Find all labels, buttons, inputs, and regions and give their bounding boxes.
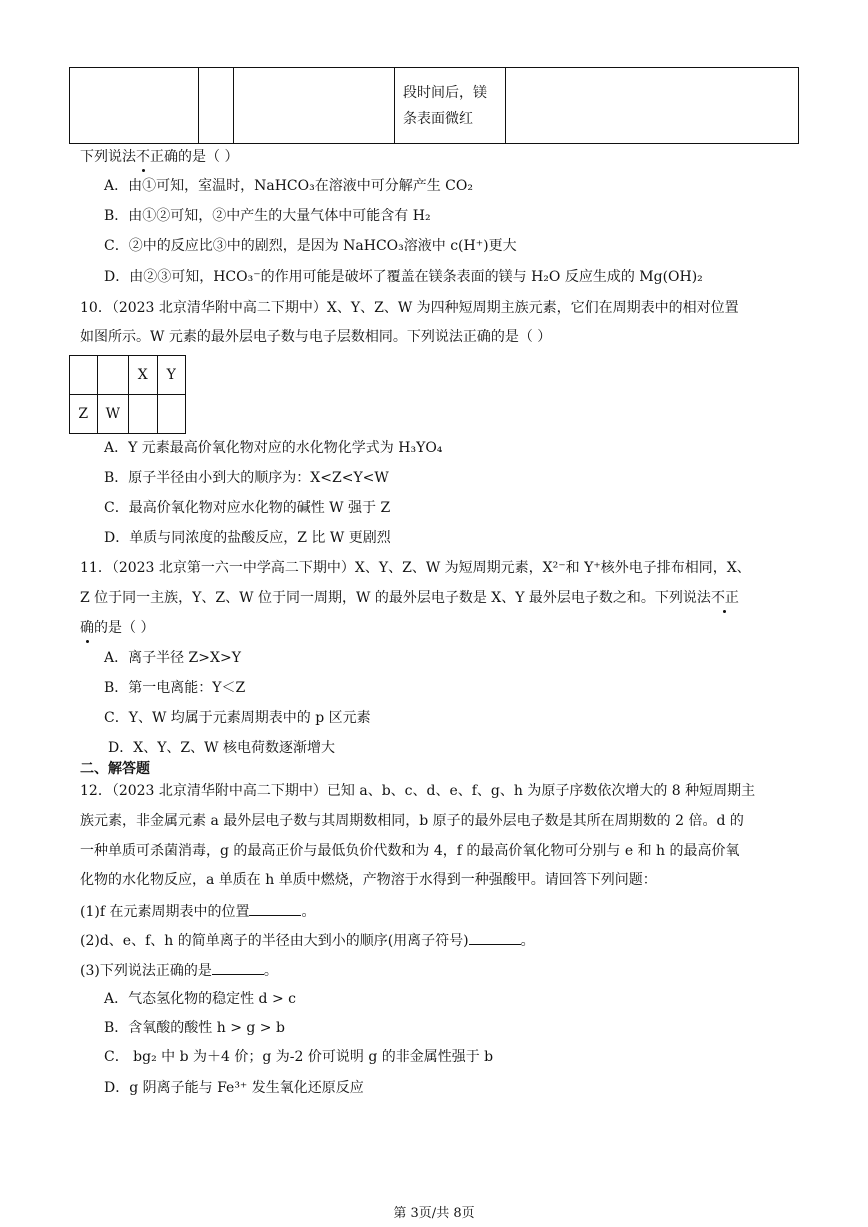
emphasis-dot-text: 不正 <box>710 590 739 606</box>
q12-sub2-text: 。 <box>520 933 535 949</box>
q9-option-a: A．由①可知，室温时，NaHCO₃在溶液中可分解产生 CO₂ <box>104 178 473 194</box>
q12-sub3-text: (3)下列说法正确的是 <box>80 963 212 979</box>
q11-option-b: B．第一电离能：Y＜Z <box>104 680 246 696</box>
table-cell <box>199 68 234 144</box>
q12-option-a: A．气态氢化物的稳定性 d > c <box>104 991 296 1007</box>
table-cell-line: 段时间后，镁 <box>403 84 487 101</box>
table-cell <box>70 68 199 144</box>
table-cell <box>506 68 799 144</box>
q10-option-d: D．单质与同浓度的盐酸反应，Z 比 W 更剧烈 <box>104 530 391 546</box>
q12-stem-line3: 一种单质可杀菌消毒，g 的最高正价与最低负价代数和为 4，f 的最高价氧化物可分别与 e 和 h 的最高价氧 <box>80 843 740 859</box>
q12-option-b: B．含氧酸的酸性 h > g > b <box>104 1020 285 1036</box>
grid-cell-x: X <box>129 356 157 395</box>
q11-stem-text: 的是（ ） <box>94 620 155 636</box>
q9-option-d: D．由②③可知，HCO₃⁻的作用可能是破坏了覆盖在镁条表面的镁与 H₂O 反应生成的 Mg(OH)₂ <box>104 269 703 285</box>
q9-option-b: B．由①②可知，②中产生的大量气体中可能含有 H₂ <box>104 208 431 224</box>
q10-stem-line1: 10．（2023 北京清华附中高二下期中）X、Y、Z、W 为四种短周期主族元素，它们在周期表中的相对位置 <box>80 300 739 316</box>
q12-sub1 <box>80 901 315 921</box>
grid-cell <box>157 395 186 434</box>
q11-stem-line2 <box>80 589 739 607</box>
q10-option-c: C．最高价氧化物对应水化物的碱性 W 强于 Z <box>104 500 391 516</box>
grid-cell <box>129 395 157 434</box>
q12-stem-line1: 12．（2023 北京清华附中高二下期中）已知 a、b、c、d、e、f、g、h 为原子序数依次增大的 8 种短周期主 <box>80 783 756 799</box>
experiment-table-fragment <box>69 67 799 144</box>
q9-option-c: C．②中的反应比③中的剧烈，是因为 NaHCO₃溶液中 c(H⁺)更大 <box>104 238 517 254</box>
q11-option-d: D．X、Y、Z、W 核电荷数逐渐增大 <box>108 740 336 756</box>
q12-option-c: C． bg₂ 中 b 为＋4 价；g 为-2 价可说明 g 的非金属性强于 b <box>104 1049 494 1065</box>
answer-blank[interactable] <box>469 930 521 945</box>
answer-blank[interactable] <box>212 960 264 975</box>
q12-sub3 <box>80 960 278 980</box>
table-cell-line: 条表面微红 <box>403 110 473 127</box>
q11-stem-line1: 11．（2023 北京第一六一中学高二下期中）X、Y、Z、W 为短周期元素，X²⁻和 Y⁺核外电子排布相同，X、 <box>80 560 751 576</box>
q12-stem-line4: 化物的水化物反应，a 单质在 h 单质中燃烧，产物溶于水得到一种强酸甲。请回答下列问题： <box>80 872 657 888</box>
answer-blank[interactable] <box>249 901 301 916</box>
q12-sub2 <box>80 930 535 950</box>
q12-option-d: D．g 阴离子能与 Fe³⁺ 发生氧化还原反应 <box>104 1080 364 1096</box>
q10-option-b: B．原子半径由小到大的顺序为：X<Z<Y<W <box>104 470 389 486</box>
q12-sub2-text: (2)d、e、f、h 的简单离子的半径由大到小的顺序(用离子符号) <box>80 933 469 949</box>
q9-stem-text: 下列说法 <box>80 149 136 165</box>
table-cell-result <box>395 68 506 144</box>
q11-option-a: A．离子半径 Z>X>Y <box>104 650 241 666</box>
q11-option-c: C．Y、W 均属于元素周期表中的 p 区元素 <box>104 710 371 726</box>
grid-cell <box>70 356 98 395</box>
q11-stem-line3 <box>80 619 154 637</box>
emphasis-dot-text: 确 <box>80 620 94 636</box>
q10-stem-line2: 如图所示。W 元素的最外层电子数与电子层数相同。下列说法正确的是（ ） <box>80 329 552 345</box>
q10-option-a: A．Y 元素最高价氧化物对应的水化物化学式为 H₃YO₄ <box>104 440 443 456</box>
periodic-position-grid <box>69 355 186 434</box>
page-number-footer: 第 3页/共 8页 <box>393 1206 475 1221</box>
emphasis-dot-text: 不 <box>136 149 150 165</box>
section-heading: 二、解答题 <box>80 761 150 777</box>
grid-cell <box>97 356 129 395</box>
q12-sub1-text: 。 <box>301 904 316 920</box>
q11-stem-text: Z 位于同一主族，Y、Z、W 位于同一周期，W 的最外层电子数是 X、Y 最外层电子数之和。下列说法 <box>80 590 711 606</box>
grid-cell-w: W <box>97 395 129 434</box>
grid-cell-y: Y <box>157 356 186 395</box>
table-cell <box>234 68 395 144</box>
q12-sub3-text: 。 <box>263 963 278 979</box>
q9-stem-text: 正确的是（ ） <box>150 149 239 165</box>
q12-sub1-text: (1)f 在元素周期表中的位置 <box>80 904 250 920</box>
grid-cell-z: Z <box>70 395 98 434</box>
q12-stem-line2: 族元素，非金属元素 a 最外层电子数与其周期数相同，b 原子的最外层电子数是其所在周期数的 2 倍。d 的 <box>80 813 744 829</box>
q9-stem <box>80 148 238 166</box>
